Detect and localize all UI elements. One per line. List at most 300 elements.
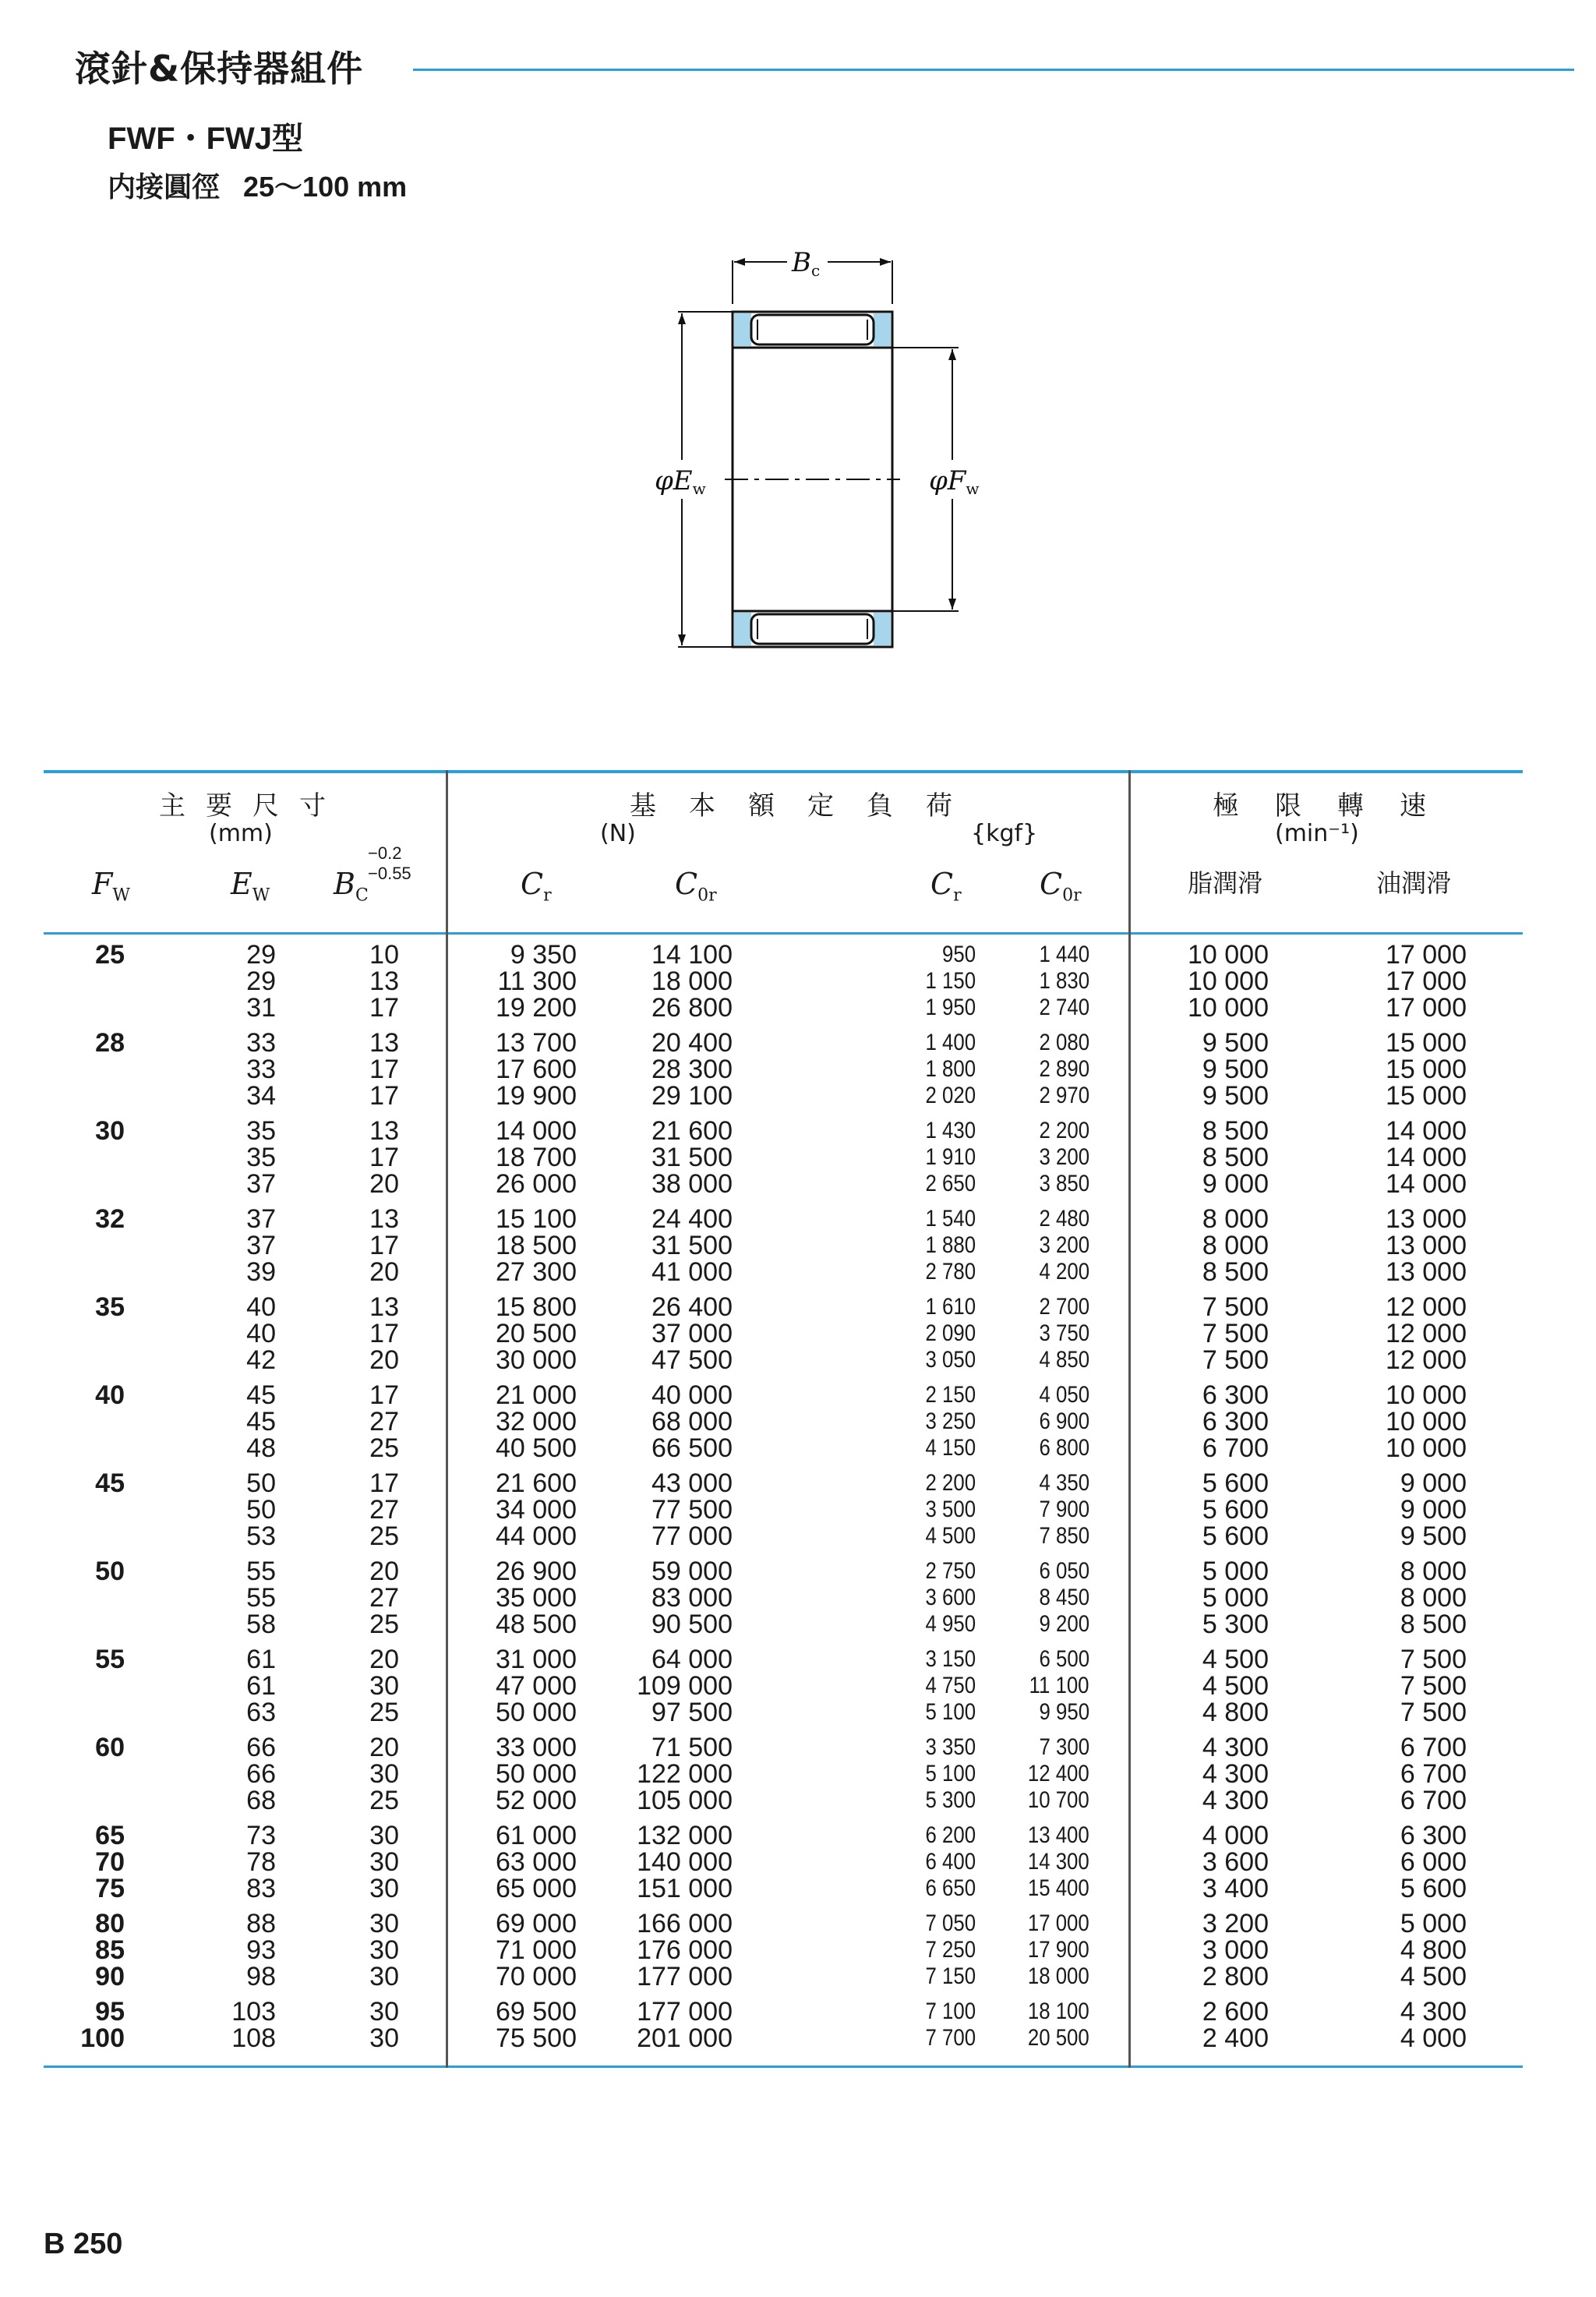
cell-oil: 8 500 — [1400, 1610, 1467, 1639]
cell-oil: 14 000 — [1386, 1143, 1467, 1172]
cell-c0r: 64 000 — [651, 1645, 733, 1674]
cell-c0r: 37 000 — [651, 1319, 733, 1348]
cell-fw: 90 — [95, 1962, 125, 1991]
cell-ew: 61 — [246, 1671, 276, 1701]
cell-c0r: 176 000 — [637, 1935, 733, 1965]
cell-grease: 4 800 — [1202, 1698, 1269, 1727]
cell-oil: 10 000 — [1386, 1433, 1467, 1463]
table-row — [0, 1646, 1596, 1673]
cell-ew: 66 — [246, 1733, 276, 1762]
cell-ew: 83 — [246, 1874, 276, 1903]
cell-oil: 9 500 — [1400, 1521, 1467, 1551]
cell-c0r: 31 500 — [651, 1231, 733, 1260]
cell-ew: 66 — [246, 1759, 276, 1789]
table-row — [0, 1822, 1596, 1849]
cell-c0r: 41 000 — [651, 1257, 733, 1287]
header-load: 基本額定負荷 — [630, 790, 985, 822]
cell-c0r: 201 000 — [637, 2023, 733, 2053]
cell-c0r: 122 000 — [637, 1759, 733, 1789]
cell-ew: 40 — [246, 1319, 276, 1348]
cell-grease: 7 500 — [1202, 1292, 1269, 1322]
cell-cr-kgf: 2 020 — [925, 1083, 976, 1108]
table-row — [0, 1558, 1596, 1585]
cell-grease: 4 300 — [1202, 1759, 1269, 1789]
page-title: 滾針&保持器組件 — [75, 48, 364, 90]
table-row — [0, 1206, 1596, 1232]
cell-ew: 55 — [246, 1557, 276, 1586]
cell-grease: 9 500 — [1202, 1081, 1269, 1111]
cell-c0r: 109 000 — [637, 1671, 733, 1701]
cell-bc: 20 — [369, 1257, 399, 1287]
table-row — [0, 1937, 1596, 1963]
cell-oil: 7 500 — [1400, 1698, 1467, 1727]
cell-cr: 15 800 — [496, 1292, 577, 1322]
cell-grease: 10 000 — [1188, 993, 1269, 1023]
cell-oil: 13 000 — [1386, 1257, 1467, 1287]
cell-c0r: 43 000 — [651, 1468, 733, 1498]
cell-c0r: 71 500 — [651, 1733, 733, 1762]
cell-bc: 20 — [369, 1557, 399, 1586]
cell-cr: 40 500 — [496, 1433, 577, 1463]
bc-tolerance-lower: −0.55 — [368, 864, 411, 883]
cell-ew: 63 — [246, 1698, 276, 1727]
cell-ew: 37 — [246, 1169, 276, 1199]
cell-ew: 93 — [246, 1935, 276, 1965]
cell-cr: 34 000 — [496, 1495, 577, 1525]
cell-oil: 4 000 — [1400, 2023, 1467, 2053]
fw-label: φFw — [929, 465, 980, 498]
table-row — [0, 1875, 1596, 1902]
cell-c0r: 21 600 — [651, 1116, 733, 1146]
cell-oil: 17 000 — [1386, 967, 1467, 996]
cell-oil: 7 500 — [1400, 1645, 1467, 1674]
cell-ew: 34 — [246, 1081, 276, 1111]
cell-fw: 25 — [95, 940, 125, 970]
table-row — [0, 1030, 1596, 1056]
subtitle-range: 25～100 mm — [243, 171, 408, 203]
cell-c0r-kgf: 1 440 — [1039, 942, 1089, 967]
cell-ew: 29 — [246, 967, 276, 996]
cell-oil: 9 000 — [1400, 1495, 1467, 1525]
header-speed-unit: (min⁻¹) — [1275, 820, 1359, 847]
col-c0r-kgf: $C_{0r}$ — [1040, 867, 1082, 906]
cell-c0r-kgf: 6 500 — [1039, 1646, 1089, 1672]
cell-c0r-kgf: 3 200 — [1039, 1144, 1089, 1170]
cell-c0r-kgf: 17 000 — [1028, 1910, 1089, 1936]
cell-cr: 17 600 — [496, 1055, 577, 1084]
cell-cr: 63 000 — [496, 1847, 577, 1877]
cell-cr: 65 000 — [496, 1874, 577, 1903]
cell-fw: 70 — [95, 1847, 125, 1877]
table-header-rule — [44, 932, 1523, 935]
cell-cr: 26 000 — [496, 1169, 577, 1199]
table-row — [0, 1585, 1596, 1611]
cell-oil: 4 800 — [1400, 1935, 1467, 1965]
cell-c0r-kgf: 2 700 — [1039, 1294, 1089, 1320]
cell-bc: 30 — [369, 1821, 399, 1850]
cell-ew: 61 — [246, 1645, 276, 1674]
cell-c0r: 66 500 — [651, 1433, 733, 1463]
cell-c0r-kgf: 2 200 — [1039, 1118, 1089, 1143]
cell-fw: 50 — [95, 1557, 125, 1586]
col-ew: $E_W$ — [231, 867, 270, 906]
cell-oil: 15 000 — [1386, 1081, 1467, 1111]
ew-label: φEw — [655, 465, 706, 498]
cell-bc: 25 — [369, 1786, 399, 1815]
cell-cr: 13 700 — [496, 1028, 577, 1058]
table-row — [0, 1083, 1596, 1109]
cell-bc: 17 — [369, 1055, 399, 1084]
cell-c0r-kgf: 4 050 — [1039, 1382, 1089, 1408]
col-cr: $C_r$ — [521, 867, 552, 906]
cell-cr-kgf: 7 250 — [925, 1937, 976, 1963]
cell-oil: 14 000 — [1386, 1116, 1467, 1146]
cell-c0r-kgf: 9 200 — [1039, 1611, 1089, 1637]
cell-cr: 18 700 — [496, 1143, 577, 1172]
cell-c0r: 151 000 — [637, 1874, 733, 1903]
cell-grease: 5 600 — [1202, 1468, 1269, 1498]
table-row — [0, 1408, 1596, 1435]
table-row — [0, 942, 1596, 968]
cell-cr-kgf: 3 600 — [925, 1585, 976, 1610]
cell-fw: 80 — [95, 1909, 125, 1938]
cell-fw: 95 — [95, 1997, 125, 2027]
table-row — [0, 1497, 1596, 1523]
cell-cr: 52 000 — [496, 1786, 577, 1815]
cell-cr: 33 000 — [496, 1733, 577, 1762]
cell-bc: 17 — [369, 993, 399, 1023]
cell-c0r-kgf: 2 080 — [1039, 1030, 1089, 1055]
cell-oil: 12 000 — [1386, 1319, 1467, 1348]
table-row — [0, 1294, 1596, 1320]
table-row — [0, 1734, 1596, 1761]
cell-grease: 2 400 — [1202, 2023, 1269, 2053]
cell-oil: 4 300 — [1400, 1997, 1467, 2027]
cell-oil: 10 000 — [1386, 1407, 1467, 1437]
cell-cr-kgf: 3 500 — [925, 1497, 976, 1522]
cell-c0r-kgf: 3 750 — [1039, 1320, 1089, 1346]
cell-cr-kgf: 1 150 — [925, 968, 976, 994]
cell-ew: 78 — [246, 1847, 276, 1877]
cell-fw: 85 — [95, 1935, 125, 1965]
page-number: B 250 — [44, 2228, 123, 2260]
cell-ew: 48 — [246, 1433, 276, 1463]
cell-oil: 12 000 — [1386, 1292, 1467, 1322]
cell-c0r-kgf: 15 400 — [1028, 1875, 1089, 1901]
cell-c0r: 90 500 — [651, 1610, 733, 1639]
cell-ew: 50 — [246, 1495, 276, 1525]
cell-grease: 3 600 — [1202, 1847, 1269, 1877]
cell-bc: 30 — [369, 1874, 399, 1903]
cell-c0r: 97 500 — [651, 1698, 733, 1727]
cell-fw: 28 — [95, 1028, 125, 1058]
subtitle-label: 内接圓徑 — [108, 171, 221, 203]
cell-fw: 32 — [95, 1204, 125, 1234]
cell-cr: 14 000 — [496, 1116, 577, 1146]
cell-grease: 7 500 — [1202, 1319, 1269, 1348]
header-speed: 極限轉速 — [1213, 790, 1462, 822]
cell-cr: 69 000 — [496, 1909, 577, 1938]
cell-cr: 9 350 — [510, 940, 577, 970]
cell-ew: 55 — [246, 1583, 276, 1613]
cell-cr: 30 000 — [496, 1345, 577, 1375]
cell-c0r: 77 500 — [651, 1495, 733, 1525]
cell-bc: 30 — [369, 2023, 399, 2053]
cell-c0r: 68 000 — [651, 1407, 733, 1437]
cell-bc: 17 — [369, 1081, 399, 1111]
cell-c0r-kgf: 6 050 — [1039, 1558, 1089, 1584]
cell-c0r-kgf: 20 500 — [1028, 2025, 1089, 2051]
cell-cr-kgf: 1 430 — [925, 1118, 976, 1143]
cell-bc: 25 — [369, 1521, 399, 1551]
cell-grease: 2 600 — [1202, 1997, 1269, 2027]
cell-c0r-kgf: 13 400 — [1028, 1822, 1089, 1848]
cell-bc: 27 — [369, 1407, 399, 1437]
table-row — [0, 1673, 1596, 1699]
cell-cr: 19 200 — [496, 993, 577, 1023]
table-row — [0, 1171, 1596, 1197]
cell-cr: 69 500 — [496, 1997, 577, 2027]
cell-cr-kgf: 1 950 — [925, 995, 976, 1020]
cell-fw: 75 — [95, 1874, 125, 1903]
cell-c0r-kgf: 7 900 — [1039, 1497, 1089, 1522]
cell-ew: 45 — [246, 1407, 276, 1437]
cell-c0r-kgf: 11 100 — [1029, 1673, 1089, 1698]
cell-cr-kgf: 7 050 — [925, 1910, 976, 1936]
cell-grease: 6 700 — [1202, 1433, 1269, 1463]
cell-cr: 75 500 — [496, 2023, 577, 2053]
table-row — [0, 1347, 1596, 1373]
cell-cr-kgf: 3 050 — [925, 1347, 976, 1373]
cell-c0r-kgf: 4 200 — [1039, 1259, 1089, 1285]
cell-fw: 35 — [95, 1292, 125, 1322]
cell-c0r: 28 300 — [651, 1055, 733, 1084]
cell-cr: 19 900 — [496, 1081, 577, 1111]
cell-bc: 30 — [369, 1962, 399, 1991]
cell-ew: 53 — [246, 1521, 276, 1551]
cell-oil: 8 000 — [1400, 1557, 1467, 1586]
cell-cr-kgf: 1 880 — [925, 1232, 976, 1258]
header-load-unit-n: (N) — [600, 820, 636, 847]
cell-c0r: 24 400 — [651, 1204, 733, 1234]
cell-cr: 21 600 — [496, 1468, 577, 1498]
cell-c0r-kgf: 18 100 — [1028, 1998, 1089, 2024]
cell-cr-kgf: 950 — [941, 942, 976, 967]
table-row — [0, 1963, 1596, 1990]
cell-cr-kgf: 2 200 — [925, 1470, 976, 1496]
cell-c0r: 26 800 — [651, 993, 733, 1023]
col-oil: 油潤滑 — [1376, 868, 1452, 898]
cell-oil: 17 000 — [1386, 940, 1467, 970]
cell-cr: 47 000 — [496, 1671, 577, 1701]
cell-grease: 8 500 — [1202, 1116, 1269, 1146]
cell-c0r-kgf: 14 300 — [1028, 1849, 1089, 1875]
cell-ew: 45 — [246, 1380, 276, 1410]
col-fw: $F_W$ — [92, 867, 130, 906]
cell-cr-kgf: 1 910 — [925, 1144, 976, 1170]
cell-cr: 21 000 — [496, 1380, 577, 1410]
cell-grease: 4 000 — [1202, 1821, 1269, 1850]
bc-tolerance-upper: −0.2 — [368, 843, 402, 863]
cell-cr: 48 500 — [496, 1610, 577, 1639]
cell-c0r-kgf: 3 850 — [1039, 1171, 1089, 1196]
cell-fw: 55 — [95, 1645, 125, 1674]
cell-bc: 10 — [369, 940, 399, 970]
cell-ew: 68 — [246, 1786, 276, 1815]
cell-ew: 37 — [246, 1204, 276, 1234]
title-rule — [413, 69, 1574, 71]
cell-fw: 40 — [95, 1380, 125, 1410]
table-row — [0, 1056, 1596, 1083]
cell-bc: 30 — [369, 1847, 399, 1877]
cell-oil: 6 700 — [1400, 1759, 1467, 1789]
cell-cr-kgf: 6 650 — [925, 1875, 976, 1901]
cell-grease: 3 200 — [1202, 1909, 1269, 1938]
cell-c0r: 26 400 — [651, 1292, 733, 1322]
cell-cr-kgf: 1 540 — [925, 1206, 976, 1232]
table-row — [0, 1470, 1596, 1497]
cell-c0r-kgf: 12 400 — [1028, 1761, 1089, 1786]
cell-bc: 13 — [369, 1292, 399, 1322]
cell-c0r: 20 400 — [651, 1028, 733, 1058]
cell-c0r: 40 000 — [651, 1380, 733, 1410]
cell-cr-kgf: 7 150 — [925, 1963, 976, 1989]
cell-cr-kgf: 7 100 — [925, 1998, 976, 2024]
table-row — [0, 968, 1596, 995]
cell-fw: 30 — [95, 1116, 125, 1146]
cell-cr: 32 000 — [496, 1407, 577, 1437]
cell-bc: 20 — [369, 1733, 399, 1762]
cell-oil: 4 500 — [1400, 1962, 1467, 1991]
cell-c0r-kgf: 1 830 — [1039, 968, 1089, 994]
cell-cr: 11 300 — [497, 967, 577, 996]
cell-oil: 5 600 — [1400, 1874, 1467, 1903]
cell-c0r-kgf: 10 700 — [1028, 1787, 1089, 1813]
cell-grease: 6 300 — [1202, 1407, 1269, 1437]
cell-bc: 30 — [369, 1909, 399, 1938]
model-name: FWF・FWJ型 — [108, 122, 304, 156]
cell-bc: 17 — [369, 1468, 399, 1498]
cell-bc: 27 — [369, 1583, 399, 1613]
cell-c0r: 77 000 — [651, 1521, 733, 1551]
cell-grease: 7 500 — [1202, 1345, 1269, 1375]
cell-cr-kgf: 4 150 — [925, 1435, 976, 1461]
cell-oil: 15 000 — [1386, 1028, 1467, 1058]
cell-cr-kgf: 1 800 — [925, 1056, 976, 1082]
cell-cr: 50 000 — [496, 1759, 577, 1789]
cell-oil: 5 000 — [1400, 1909, 1467, 1938]
cell-grease: 3 000 — [1202, 1935, 1269, 1965]
cell-grease: 9 500 — [1202, 1055, 1269, 1084]
cell-oil: 10 000 — [1386, 1380, 1467, 1410]
table-row — [0, 1435, 1596, 1461]
cell-c0r-kgf: 3 200 — [1039, 1232, 1089, 1258]
header-main-dims-unit: (mm) — [209, 820, 273, 847]
cell-grease: 5 000 — [1202, 1557, 1269, 1586]
table-row — [0, 1611, 1596, 1638]
cell-cr-kgf: 4 950 — [925, 1611, 976, 1637]
cell-grease: 5 300 — [1202, 1610, 1269, 1639]
cell-c0r-kgf: 4 350 — [1039, 1470, 1089, 1496]
bearing-diagram — [647, 242, 990, 663]
cell-oil: 6 700 — [1400, 1786, 1467, 1815]
cell-ew: 58 — [246, 1610, 276, 1639]
table-row — [0, 1118, 1596, 1144]
cell-c0r: 59 000 — [651, 1557, 733, 1586]
table-top-rule — [44, 770, 1523, 773]
cell-bc: 17 — [369, 1319, 399, 1348]
table-row — [0, 1523, 1596, 1550]
table-row — [0, 1144, 1596, 1171]
cell-cr-kgf: 2 090 — [925, 1320, 976, 1346]
cell-bc: 25 — [369, 1433, 399, 1463]
cell-cr-kgf: 4 500 — [925, 1523, 976, 1549]
cell-ew: 73 — [246, 1821, 276, 1850]
cell-cr-kgf: 4 750 — [925, 1673, 976, 1698]
cell-cr-kgf: 1 400 — [925, 1030, 976, 1055]
cell-oil: 13 000 — [1386, 1204, 1467, 1234]
cell-grease: 9 500 — [1202, 1028, 1269, 1058]
cell-ew: 108 — [231, 2023, 276, 2053]
cell-oil: 6 300 — [1400, 1821, 1467, 1850]
cell-cr: 71 000 — [496, 1935, 577, 1965]
cell-c0r-kgf: 17 900 — [1028, 1937, 1089, 1963]
cell-grease: 8 500 — [1202, 1143, 1269, 1172]
cell-grease: 8 000 — [1202, 1204, 1269, 1234]
cell-ew: 98 — [246, 1962, 276, 1991]
cell-c0r-kgf: 7 300 — [1039, 1734, 1089, 1760]
cell-bc: 17 — [369, 1231, 399, 1260]
cell-c0r-kgf: 18 000 — [1028, 1963, 1089, 1989]
cell-cr-kgf: 3 350 — [925, 1734, 976, 1760]
cell-grease: 4 500 — [1202, 1645, 1269, 1674]
cell-bc: 25 — [369, 1610, 399, 1639]
cell-grease: 10 000 — [1188, 940, 1269, 970]
cell-c0r: 83 000 — [651, 1583, 733, 1613]
cell-ew: 33 — [246, 1055, 276, 1084]
cell-bc: 30 — [369, 1935, 399, 1965]
cell-c0r: 14 100 — [651, 940, 733, 970]
subtitle — [108, 165, 407, 205]
cell-c0r: 31 500 — [651, 1143, 733, 1172]
cell-oil: 17 000 — [1386, 993, 1467, 1023]
cell-ew: 33 — [246, 1028, 276, 1058]
cell-grease: 5 000 — [1202, 1583, 1269, 1613]
cell-bc: 20 — [369, 1645, 399, 1674]
cell-cr: 31 000 — [496, 1645, 577, 1674]
cell-c0r: 18 000 — [651, 967, 733, 996]
col-bc: $B_C$ — [334, 867, 369, 906]
cell-bc: 13 — [369, 1116, 399, 1146]
cell-c0r-kgf: 9 950 — [1039, 1699, 1089, 1725]
table-bottom-rule — [44, 2066, 1523, 2068]
cell-cr-kgf: 3 150 — [925, 1646, 976, 1672]
cell-c0r-kgf: 6 800 — [1039, 1435, 1089, 1461]
cell-ew: 29 — [246, 940, 276, 970]
cell-c0r-kgf: 8 450 — [1039, 1585, 1089, 1610]
bc-label: Bc — [792, 247, 821, 280]
cell-bc: 30 — [369, 1997, 399, 2027]
cell-oil: 7 500 — [1400, 1671, 1467, 1701]
cell-bc: 13 — [369, 967, 399, 996]
cell-c0r: 177 000 — [637, 1997, 733, 2027]
cell-cr-kgf: 5 100 — [925, 1699, 976, 1725]
cell-cr-kgf: 5 100 — [925, 1761, 976, 1786]
cell-bc: 17 — [369, 1380, 399, 1410]
cell-cr-kgf: 2 780 — [925, 1259, 976, 1285]
table-row — [0, 995, 1596, 1021]
cell-cr-kgf: 3 250 — [925, 1408, 976, 1434]
